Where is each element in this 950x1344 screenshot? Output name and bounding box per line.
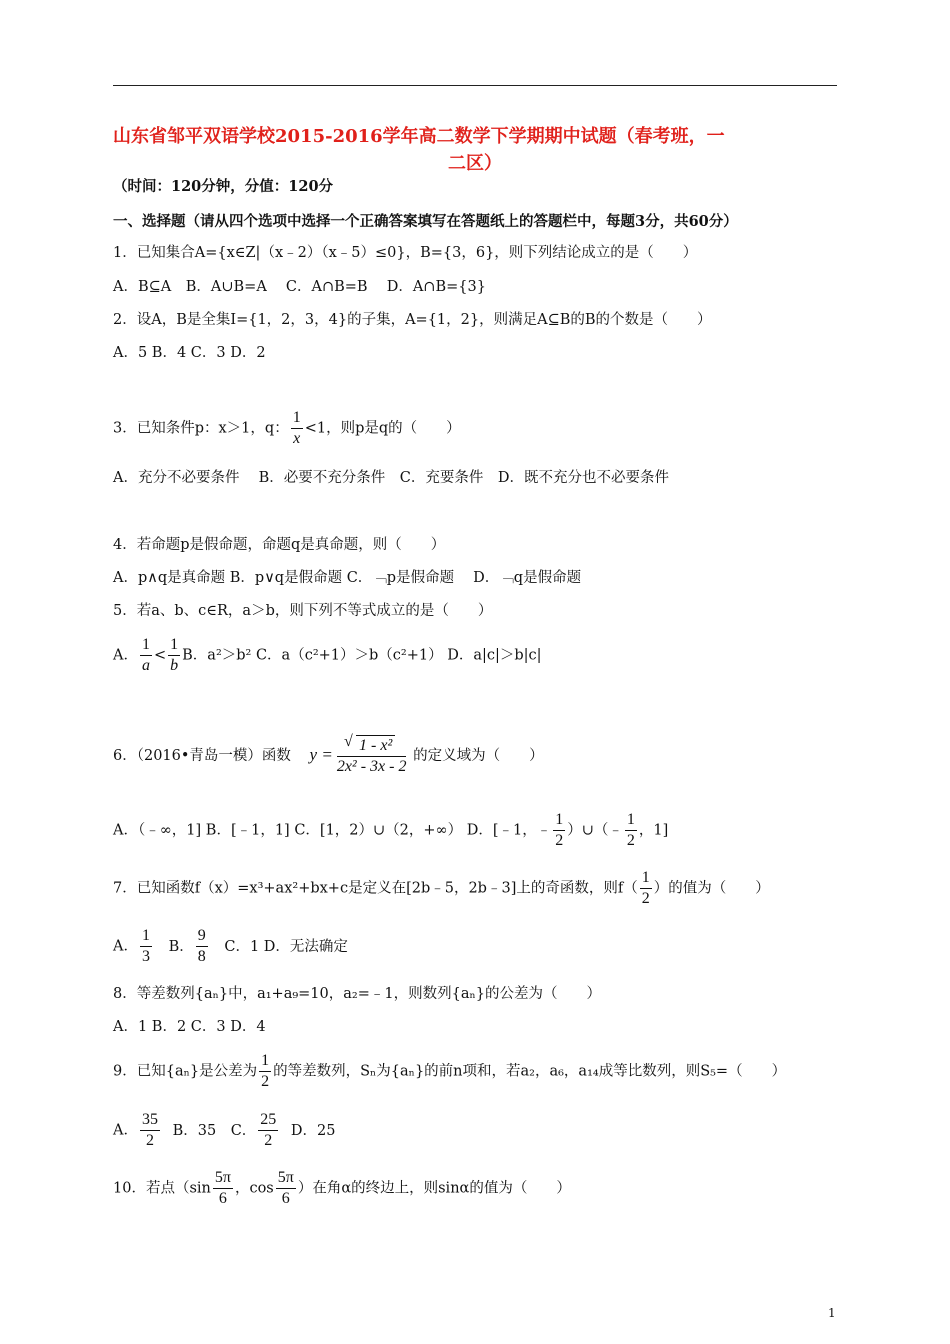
exam-title xyxy=(113,123,837,177)
page-number: 1 xyxy=(828,1306,836,1320)
fraction-1-over-x: $\frac{1}{x}$ xyxy=(292,409,301,447)
question-7: 7．已知函数f（x）=x³+ax²+bx+c是定义在[2b﹣5，2b﹣3]上的奇函数，则f（ $\frac{1}{2}$ ）的值为（ ） xyxy=(113,869,770,907)
fraction-domain-function: √ $\frac{\text{1 - x²}}{\text{2x² - 3x - 2}}$ xyxy=(337,735,407,777)
fraction-5pi-over-6: $\frac{5\pi}{6}$ xyxy=(277,1169,294,1207)
fraction-1-over-a: $\frac{1}{a}$ xyxy=(141,636,150,674)
question-6: 6．（2016•青岛一模）函数 y = √ $\frac{\text{1 - x²}}{\text{2x² - 3x - 2}}$ 的定义域为（ ） xyxy=(113,735,544,777)
fraction-half: $\frac{1}{2}$ xyxy=(626,811,635,849)
fraction-one-third: $\frac{1}{3}$ xyxy=(141,927,150,965)
question-5-options: A． $\frac{1}{a}$ < $\frac{1}{b}$ B．a²＞b² C．a（c²+1）＞b（c²+1） D．a|c|＞b|c| xyxy=(113,636,542,674)
question-4: 4．若命题p是假命题，命题q是真命题，则（ ） xyxy=(113,537,446,553)
question-5: 5．若a、b、c∈R，a＞b，则下列不等式成立的是（ ） xyxy=(113,603,493,619)
question-3: 3．已知条件p：x＞1，q： $\frac{1}{x}$ <1，则p是q的（ ） xyxy=(113,409,461,447)
fraction-5pi-over-6: $\frac{5\pi}{6}$ xyxy=(214,1169,231,1207)
fraction-half: $\frac{1}{2}$ xyxy=(555,811,564,849)
question-8: 8．等差数列{aₙ}中，a₁+a₉=10，a₂=﹣1，则数列{aₙ}的公差为（ ） xyxy=(113,986,601,1002)
question-3-options: A．充分不必要条件 B．必要不充分条件 C．充要条件 D．既不充分也不必要条件 xyxy=(113,470,669,486)
title-line-1: 山东省邹平双语学校2015-2016学年高二数学下学期期中试题（春考班，一 xyxy=(113,126,725,147)
question-9-options: A． $\frac{35}{2}$ B．35 C． $\frac{25}{2}$ D．25 xyxy=(113,1111,336,1149)
question-2-options: A．5 B．4 C．3 D．2 xyxy=(113,345,266,361)
fraction-25-over-2: $\frac{25}{2}$ xyxy=(260,1111,277,1149)
question-8-options: A．1 B．2 C．3 D．4 xyxy=(113,1019,266,1035)
question-6-options: A．（﹣∞，1] B．[﹣1，1] C．[1，2）∪（2，+∞） D．[﹣1，﹣ $\frac{1}{2}$ ）∪（﹣ $\frac{1}{2}$ ，1] xyxy=(113,811,669,849)
fraction-1-over-b: $\frac{1}{b}$ xyxy=(170,636,179,674)
header-rule xyxy=(113,85,837,86)
fraction-35-over-2: $\frac{35}{2}$ xyxy=(141,1111,158,1149)
section-heading: 一、选择题（请从四个选项中选择一个正确答案填写在答题纸上的答题栏中，每题3分，共60分） xyxy=(113,213,738,230)
question-2: 2．设A，B是全集I={1，2，3，4}的子集，A={1，2}，则满足A⊆B的B的个数是（ ） xyxy=(113,312,712,328)
title-line-2: 二区） xyxy=(448,153,502,174)
question-1: 1．已知集合A={x∈Z|（x﹣2）（x﹣5）≤0}，B={3，6}，则下列结论成立的是（ ） xyxy=(113,245,698,261)
question-9: 9．已知{aₙ}是公差为 $\frac{1}{2}$ 的等差数列，Sₙ为{aₙ}的前n项和，若a₂，a₆，a₁₄成等比数列，则S₅=（ ） xyxy=(113,1052,787,1090)
question-7-options: A． $\frac{1}{3}$ B． $\frac{9}{8}$ C．1 D．无法确定 xyxy=(113,927,348,965)
fraction-nine-eighths: $\frac{9}{8}$ xyxy=(197,927,206,965)
fraction-half: $\frac{1}{2}$ xyxy=(261,1052,270,1090)
exam-meta: （时间：120分钟，分值：120分 xyxy=(113,178,334,195)
question-1-options: A．B⊆A B．A∪B=A C．A∩B=B D．A∩B={3} xyxy=(113,279,486,295)
question-4-options: A．p∧q是真命题 B．p∨q是假命题 C．﹁p是假命题 D．﹁q是假命题 xyxy=(113,570,582,586)
question-10: 10．若点（sin $\frac{5\pi}{6}$ ，cos $\frac{5\pi}{6}$ ）在角α的终边上，则sinα的值为（ ） xyxy=(113,1169,571,1207)
fraction-half: $\frac{1}{2}$ xyxy=(641,869,650,907)
